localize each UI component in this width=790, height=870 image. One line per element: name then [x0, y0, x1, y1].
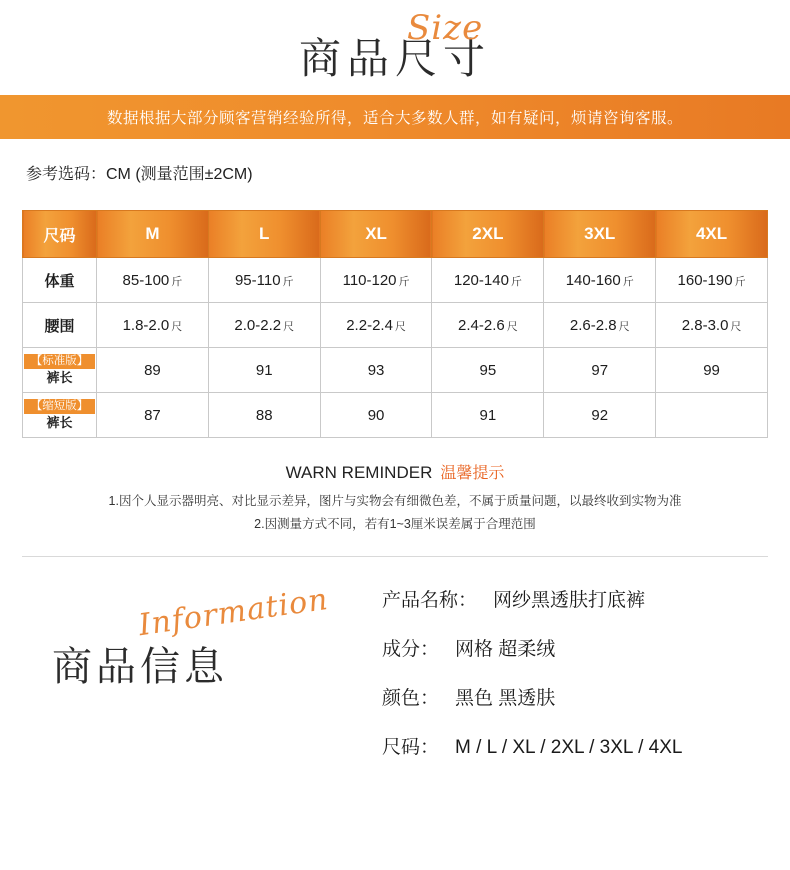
row-label — [23, 303, 97, 348]
product-info-key: 尺码： — [382, 737, 440, 758]
table-row — [23, 393, 768, 438]
table-cell — [656, 303, 768, 348]
cell-value: 140-160 — [565, 271, 621, 289]
table-cell: 97 — [544, 348, 656, 393]
cell-value: 2.8-3.0 — [681, 316, 729, 334]
title-block — [0, 0, 790, 95]
cell-unit: 尺 — [171, 320, 183, 333]
warn-reminder-title-cn: 温馨提示 — [440, 465, 505, 482]
product-info-title: 商品信息 — [52, 644, 228, 689]
size-table — [22, 210, 768, 438]
warn-reminder-line-2: 2.因测量方式不同，若有1~3厘米误差属于合理范围 — [254, 517, 536, 531]
product-info-row — [382, 732, 770, 759]
table-cell: 87 — [97, 393, 209, 438]
info-banner-text: 数据根据大部分顾客营销经验所得，适合大多数人群，如有疑问，烦请咨询客服。 — [106, 110, 683, 127]
cell-unit: 斤 — [282, 275, 294, 288]
cell-value: 85-100 — [122, 271, 170, 289]
table-header-cell: XL — [320, 211, 432, 258]
table-cell — [320, 258, 432, 303]
cell-value: 2.2-2.4 — [346, 316, 393, 334]
cell-value: 95-110 — [234, 271, 281, 289]
table-cell — [544, 303, 656, 348]
table-cell — [544, 258, 656, 303]
table-cell: 91 — [432, 393, 544, 438]
cell-value: 110-120 — [342, 271, 397, 289]
product-info-key: 产品名称： — [382, 590, 478, 611]
warn-reminder-line-1: 1.因个人显示器明亮、对比显示差异，图片与实物会有细微色差，不属于质量问题，以最终收到实物为准 — [108, 494, 682, 508]
table-cell: 99 — [656, 348, 768, 393]
table-cell — [432, 258, 544, 303]
table-cell — [97, 258, 209, 303]
cell-unit: 尺 — [618, 320, 630, 333]
row-label-sub: 裤长 — [46, 370, 73, 386]
cell-unit: 斤 — [734, 275, 746, 288]
table-cell — [432, 303, 544, 348]
table-row — [23, 258, 768, 303]
product-info-row — [382, 683, 770, 710]
table-cell — [97, 303, 209, 348]
cell-value: 1.8-2.0 — [122, 316, 170, 334]
cell-unit: 尺 — [283, 320, 295, 333]
row-label-tag: 【缩短版】 — [24, 399, 95, 414]
table-header-cell: L — [208, 211, 320, 258]
product-info-key: 成分： — [382, 639, 440, 660]
product-info-value: 黑色 黑透肤 — [455, 688, 556, 709]
table-row — [23, 348, 768, 393]
table-cell — [656, 393, 768, 438]
table-header-cell: 3XL — [544, 211, 656, 258]
table-cell: 88 — [208, 393, 320, 438]
table-cell — [208, 303, 320, 348]
cell-unit: 尺 — [394, 320, 406, 333]
table-header-cell: 2XL — [432, 211, 544, 258]
product-info-row — [382, 634, 770, 661]
cell-value: 2.0-2.2 — [234, 316, 282, 334]
cell-value: 2.4-2.6 — [458, 316, 505, 334]
cell-unit: 尺 — [506, 320, 518, 333]
table-cell — [656, 258, 768, 303]
cell-unit: 斤 — [622, 275, 634, 288]
table-row — [23, 303, 768, 348]
cell-unit: 斤 — [398, 275, 410, 288]
row-label — [23, 348, 97, 393]
product-info-row — [382, 585, 770, 612]
cell-value: 160-190 — [677, 271, 733, 289]
product-info-section — [0, 557, 790, 797]
product-info-key: 颜色： — [382, 688, 440, 709]
cell-unit: 斤 — [510, 275, 522, 288]
table-cell: 91 — [208, 348, 320, 393]
row-label — [23, 258, 97, 303]
product-info-value: M / L / XL / 2XL / 3XL / 4XL — [455, 737, 683, 758]
table-cell: 90 — [320, 393, 432, 438]
table-cell — [320, 303, 432, 348]
warn-reminder-title-en: WARN REMINDER — [285, 463, 433, 482]
product-info-value: 网纱黑透肤打底裤 — [493, 590, 646, 611]
row-label-tag: 【标准版】 — [24, 354, 95, 369]
reference-note: 参考选码：CM (测量范围±2CM) — [26, 166, 253, 183]
table-header-row — [23, 211, 768, 258]
table-header-cell: M — [97, 211, 209, 258]
table-cell: 89 — [97, 348, 209, 393]
cell-value: 2.6-2.8 — [569, 316, 617, 334]
cell-value: 120-140 — [453, 271, 509, 289]
table-header-cell: 4XL — [656, 211, 768, 258]
info-banner — [0, 95, 790, 139]
product-info-list — [382, 585, 770, 781]
row-label — [23, 393, 97, 438]
product-info-value: 网格 超柔绒 — [455, 639, 556, 660]
row-label-sub: 裤长 — [46, 415, 73, 431]
table-header-cell: 尺码 — [23, 211, 97, 258]
table-cell — [208, 258, 320, 303]
table-cell: 95 — [432, 348, 544, 393]
size-table-wrapper — [22, 210, 768, 438]
cell-unit: 斤 — [171, 275, 183, 288]
row-label-text: 腰围 — [44, 317, 75, 335]
cell-unit: 尺 — [730, 320, 742, 333]
decorative-script-information: Information — [136, 581, 331, 644]
row-label-text: 体重 — [44, 272, 75, 290]
decorative-script-size: Size — [407, 8, 484, 48]
table-cell: 93 — [320, 348, 432, 393]
page-title: 商品尺寸 — [298, 37, 491, 83]
table-cell: 92 — [544, 393, 656, 438]
warn-reminder-heading — [0, 460, 790, 483]
